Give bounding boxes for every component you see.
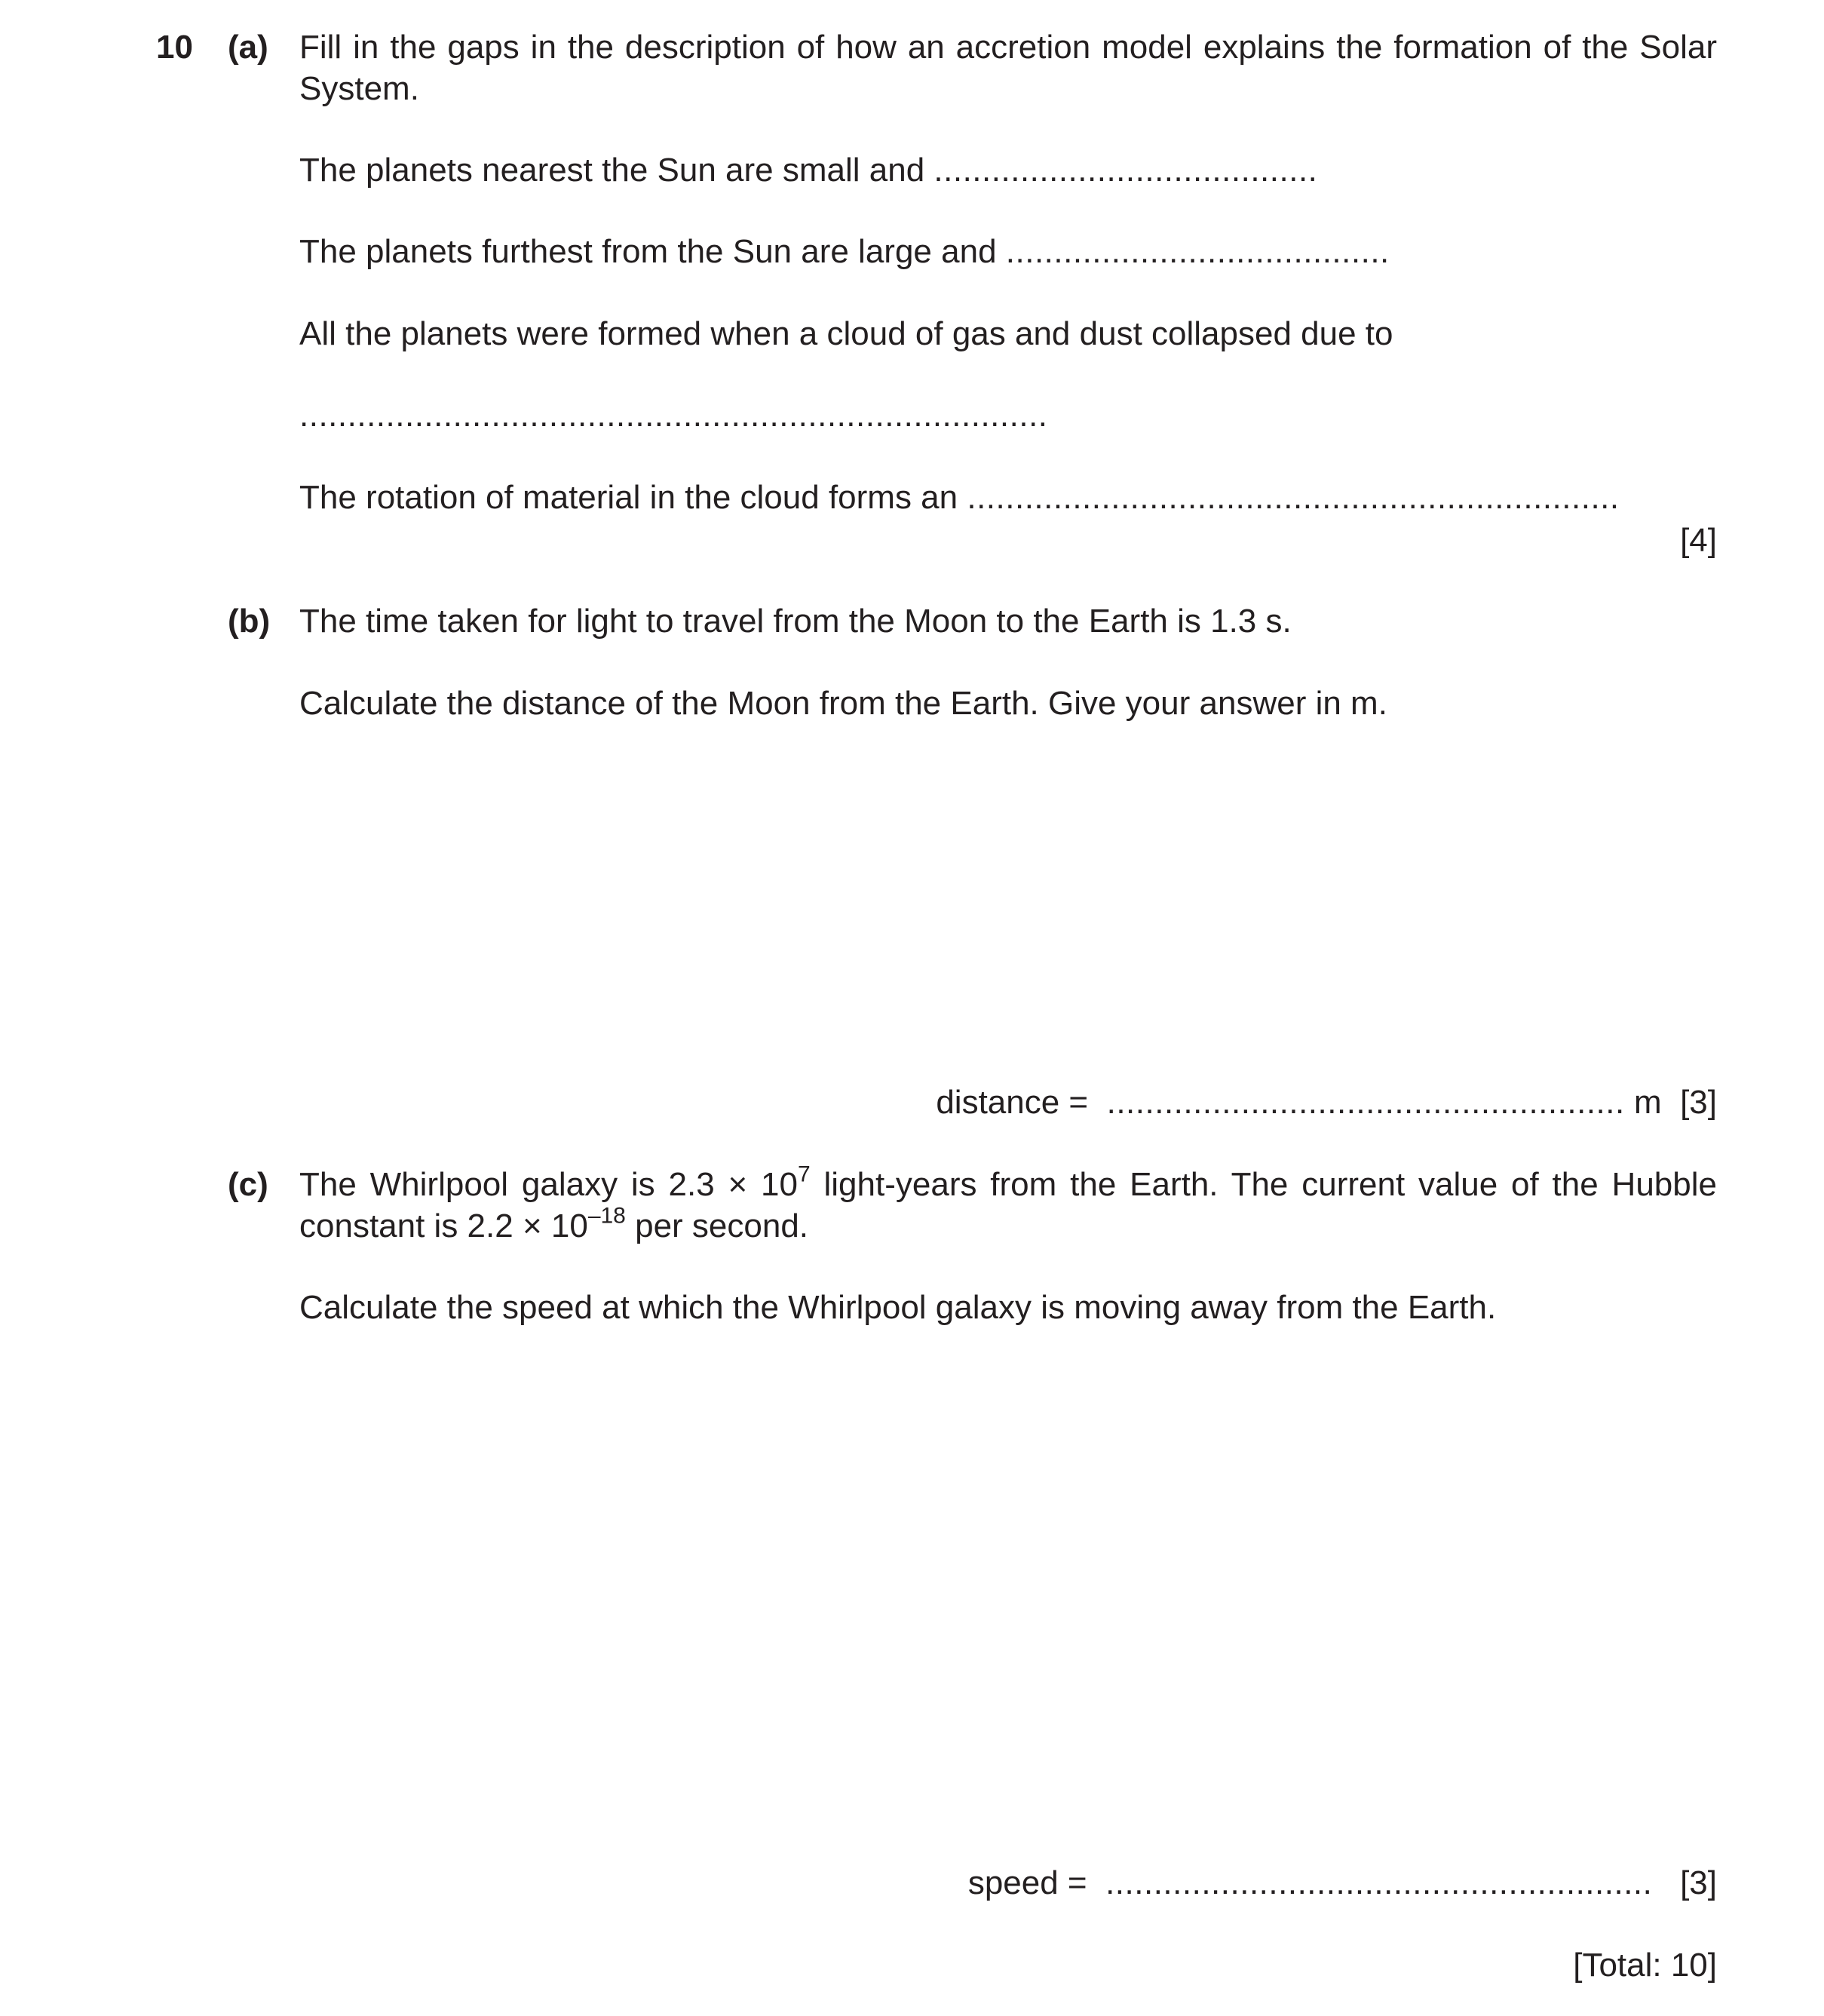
part-a-line2-text: The planets furthest from the Sun are large and bbox=[299, 233, 997, 270]
part-a-answer-blank-2[interactable]: ........................................ bbox=[1005, 233, 1390, 270]
part-a-line5-text: The rotation of material in the cloud forms an bbox=[299, 479, 958, 516]
part-c-marks: [3] bbox=[1680, 1864, 1717, 1901]
part-c-text-2: light-years from the Earth. The current value of the Hubble bbox=[810, 1166, 1717, 1203]
part-b-statement: The time taken for light to travel from the Moon to the Earth is 1.3 s. bbox=[299, 603, 1292, 640]
part-c-task: Calculate the speed at which the Whirlpool galaxy is moving away from the Earth. bbox=[299, 1289, 1497, 1326]
part-a-line2 bbox=[299, 231, 1390, 272]
part-b-task: Calculate the distance of the Moon from the Earth. Give your answer in m. bbox=[299, 685, 1387, 722]
speed-answer-blank[interactable]: ......................................................... bbox=[1105, 1864, 1653, 1901]
part-c-answer-line bbox=[968, 1862, 1717, 1904]
part-c-text-3: constant is 2.2 × 10 bbox=[299, 1207, 588, 1244]
part-b-answer-line bbox=[936, 1082, 1717, 1123]
part-a-line3-text: All the planets were formed when a cloud of gas and dust collapsed due to bbox=[299, 315, 1393, 352]
part-b-marks: [3] bbox=[1680, 1084, 1717, 1121]
distance-answer-blank[interactable]: ...................................................... bbox=[1106, 1084, 1625, 1121]
part-a-answer-blank-3[interactable]: .............................................................................. bbox=[299, 397, 1048, 434]
part-a-intro: Fill in the gaps in the description of how an accretion model explains the formation of the Solar System. bbox=[299, 29, 1717, 107]
part-b-label: (b) bbox=[228, 603, 271, 640]
part-a-line1 bbox=[299, 149, 1317, 191]
question-number: 10 bbox=[156, 29, 193, 66]
part-c-text-1: The Whirlpool galaxy is 2.3 × 10 bbox=[299, 1166, 798, 1203]
distance-label: distance = bbox=[936, 1084, 1089, 1121]
part-c-label: (c) bbox=[228, 1166, 268, 1203]
part-a-answer-blank-4[interactable]: .................................................................... bbox=[967, 479, 1620, 516]
part-a-line1-text: The planets nearest the Sun are small and bbox=[299, 152, 925, 189]
part-c-exponent-2: –18 bbox=[587, 1203, 626, 1229]
distance-unit: m bbox=[1633, 1084, 1662, 1121]
part-c-statement bbox=[299, 1161, 1717, 1247]
part-a-line5 bbox=[299, 477, 1620, 518]
part-a-answer-blank-1[interactable]: ........................................ bbox=[933, 152, 1318, 189]
part-c-text-4: per second. bbox=[625, 1207, 809, 1244]
speed-label: speed = bbox=[967, 1864, 1087, 1901]
part-a-marks: [4] bbox=[1680, 522, 1717, 559]
part-a-label: (a) bbox=[228, 29, 268, 66]
total-marks: [Total: 10] bbox=[1573, 1947, 1717, 1984]
part-c-exponent-1: 7 bbox=[797, 1161, 811, 1187]
